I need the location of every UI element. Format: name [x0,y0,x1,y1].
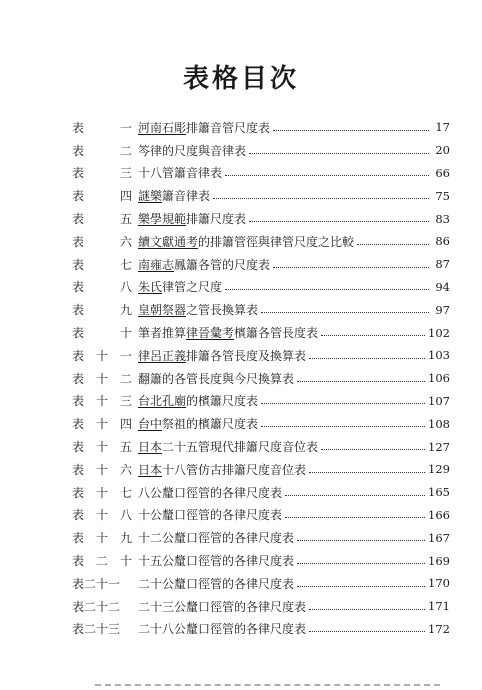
toc-entry-label-part: 一 [119,348,132,363]
toc-entry-page: 66 [435,165,450,180]
toc-entry-label-part: 九 [119,531,132,546]
toc-entry-label [72,324,132,341]
toc-entry-title: 台北孔廟的檳簫尺度表 [138,394,259,409]
toc-entry-label-part: 四 [119,189,132,204]
toc-entry[interactable] [72,458,450,481]
toc-entry-label-part: 十 [95,508,108,523]
toc-entry-label-part: 九 [119,303,132,318]
toc-dot-leader [309,358,425,359]
toc-entry-label-part: 表 [72,120,85,135]
toc-entry-label-part: 表 [72,303,85,318]
toc-entry-label-part: 十 [95,394,108,409]
toc-entry-label-part: 十 [95,531,108,546]
toc-entry-label [72,415,132,432]
toc-entry-label [72,119,132,136]
toc-entry[interactable] [72,572,450,595]
toc-entry-label-part: 二 [95,554,108,569]
toc-dot-leader [249,221,429,222]
toc-entry-title: 二十八公釐口徑管的各律尺度表 [138,622,307,637]
toc-entry-label-part: 表 [72,143,85,158]
toc-entry-label-part: 十 [95,417,108,432]
toc-entry-page: 167 [428,530,450,545]
toc-entry-page: 94 [435,279,450,294]
toc-entry-label [72,347,132,364]
toc-entry-label-part: 表二十三 [72,622,121,637]
toc-entry-label-part: 表 [72,531,85,546]
toc-entry-title: 二十三公釐口徑管的各律尺度表 [138,599,307,614]
toc-entry-title: 笒律的尺度與音律表 [138,143,247,158]
toc-entry-label-part: 一 [119,120,132,135]
toc-entry-label [72,370,132,387]
toc-entry-title: 八公釐口徑管的各律尺度表 [138,485,283,500]
toc-entry-label-part: 四 [119,417,132,432]
toc-entry-label [72,529,132,546]
toc-dot-leader [297,540,425,541]
toc-entry-page: 17 [435,120,450,135]
toc-entry-page: 75 [435,188,450,203]
toc-entry-label-part: 十 [119,326,132,341]
toc-entry-label [72,233,132,250]
toc-dot-leader [309,472,425,473]
toc-entry-page: 87 [435,257,450,272]
page-title: 表格目次 [182,64,299,94]
toc-entry-label-part: 表 [72,554,85,569]
toc-entry-label [72,598,132,615]
toc-entry-label [72,506,132,523]
toc-entry-page: 20 [435,143,450,158]
toc-entry-label-part: 十 [95,440,108,455]
toc-entry-title: 皇朝祭器之管長換算表 [138,303,259,318]
toc-entry[interactable] [72,184,450,207]
toc-dot-leader [321,449,425,450]
toc-entry[interactable] [72,390,450,413]
toc-entry-page: 86 [435,234,450,249]
toc-entry-title: 十二公釐口徑管的各律尺度表 [138,531,295,546]
toc-entry[interactable] [72,116,450,139]
toc-dot-leader [309,631,425,632]
toc-entry-label-part: 表 [72,394,85,409]
toc-entry-label-part: 八 [119,508,132,523]
toc-entry-label-part: 表 [72,234,85,249]
toc-entry-page: 107 [428,393,450,408]
toc-entry-label-part: 五 [119,212,132,227]
toc-dot-leader [225,175,429,176]
toc-entry-label [72,164,132,181]
toc-entry[interactable] [72,253,450,276]
toc-entry-page: 129 [428,462,450,477]
toc-entry-page: 171 [428,599,450,614]
toc-entry-label-part: 十 [95,485,108,500]
toc-entry[interactable] [72,276,450,299]
toc-entry-page: 127 [428,439,450,454]
toc-entry-label-part: 表 [72,326,85,341]
toc-entry-page: 83 [435,211,450,226]
toc-entry-title: 翻簫的各管長度與今尺換算表 [138,371,295,386]
toc-entry[interactable] [72,481,450,504]
toc-entry[interactable] [72,139,450,162]
toc-entry-label-part: 表 [72,348,85,363]
toc-entry-label-part: 表 [72,371,85,386]
toc-entry-label-part: 表 [72,189,85,204]
toc-entry-label-part: 七 [119,485,132,500]
toc-entry-title: 筆者推算律晉彙考檳簫各管長度表 [138,326,319,341]
toc-entry-page: 106 [428,371,450,386]
toc-dot-leader [213,198,429,199]
toc-entry-page: 108 [428,416,450,431]
toc-entry-label-part: 表 [72,440,85,455]
toc-entry-page: 103 [428,348,450,363]
toc-entry-page: 102 [428,325,450,340]
toc-dot-leader [273,267,429,268]
toc-dot-leader [297,586,425,587]
toc-entry[interactable] [72,298,450,321]
toc-entry[interactable] [72,435,450,458]
toc-entry[interactable] [72,344,450,367]
toc-entry-label-part: 六 [119,462,132,477]
toc-entry-title: 台中祭祖的檳簫尺度表 [138,417,259,432]
toc-entry-label-part: 七 [119,257,132,272]
toc-entry-label-part: 二 [119,143,132,158]
toc-entry[interactable] [72,526,450,549]
toc-entry-title: 二十公釐口徑管的各律尺度表 [138,576,295,591]
toc-entry-page: 172 [428,621,450,636]
toc-entry-label-part: 六 [119,234,132,249]
toc-entry-page: 97 [435,302,450,317]
toc-entry[interactable] [72,549,450,572]
toc-entry-page: 165 [428,485,450,500]
bottom-rule [95,684,440,686]
toc-entry-label [72,256,132,273]
toc-entry-title: 樂學規範排簫尺度表 [138,212,247,227]
toc-dot-leader [321,335,425,336]
toc-entry-title: 日本二十五管現代排簫尺度音位表 [138,440,319,455]
toc-dot-leader [285,495,425,496]
toc-entry-label-part: 表二十一 [72,576,121,591]
toc-entry[interactable] [72,162,450,185]
toc-dot-leader [309,609,425,610]
toc-entry[interactable] [72,504,450,527]
toc-entry[interactable] [72,207,450,230]
toc-entry-label-part: 表 [72,280,85,295]
table-of-contents [72,116,450,640]
toc-entry-title: 日本十八管仿古排簫尺度音位表 [138,462,307,477]
toc-entry-label-part: 三 [119,394,132,409]
toc-entry-label [72,142,132,159]
toc-entry-title: 南雍志鳳簫各管的尺度表 [138,257,271,272]
toc-entry-title: 十公釐口徑管的各律尺度表 [138,508,283,523]
toc-entry-title: 律呂正義排簫各管長度及換算表 [138,348,307,363]
toc-entry-label [72,552,132,569]
toc-entry-title: 朱氏律管之尺度 [138,280,223,295]
toc-entry-label-part: 五 [119,440,132,455]
toc-entry-title: 十五公釐口徑管的各律尺度表 [138,554,295,569]
toc-entry[interactable] [72,412,450,435]
toc-entry-label-part: 十 [95,462,108,477]
toc-dot-leader [261,403,425,404]
toc-entry-label-part: 表 [72,257,85,272]
toc-entry-page: 166 [428,507,450,522]
toc-entry-label-part: 表 [72,508,85,523]
toc-dot-leader [225,289,429,290]
toc-entry-label [72,438,132,455]
toc-entry-title: 河南石彫排簫音管尺度表 [138,120,271,135]
toc-entry[interactable] [72,618,450,641]
toc-dot-leader [261,312,429,313]
toc-entry-title: 續文獻通考的排簫管徑與律管尺度之比較 [138,234,355,249]
toc-entry[interactable] [72,595,450,618]
toc-entry-page: 170 [428,576,450,591]
toc-entry[interactable] [72,321,450,344]
toc-entry-label-part: 表 [72,166,85,181]
toc-entry-label-part: 表 [72,417,85,432]
toc-entry-label-part: 表 [72,485,85,500]
toc-dot-leader [285,517,425,518]
toc-entry-page: 169 [428,553,450,568]
toc-entry-label [72,484,132,501]
toc-entry-label [72,575,132,592]
toc-entry-label-part: 八 [119,280,132,295]
toc-entry-label [72,187,132,204]
toc-entry-label-part: 十 [95,348,108,363]
toc-entry-label-part: 表二十二 [72,599,121,614]
toc-entry-label-part: 二 [119,371,132,386]
toc-dot-leader [297,381,425,382]
toc-entry-label [72,461,132,478]
toc-entry-label-part: 十 [119,554,132,569]
toc-dot-leader [249,153,429,154]
toc-entry-label [72,301,132,318]
toc-entry[interactable] [72,230,450,253]
toc-entry-label-part: 三 [119,166,132,181]
toc-dot-leader [273,130,429,131]
toc-dot-leader [297,563,425,564]
toc-entry-label-part: 表 [72,462,85,477]
toc-entry-label-part: 十 [95,371,108,386]
toc-entry-title: 謎樂簫音律表 [138,189,211,204]
toc-entry-label [72,210,132,227]
toc-entry-label [72,278,132,295]
toc-entry-label [72,392,132,409]
toc-entry-label-part: 表 [72,212,85,227]
toc-dot-leader [357,244,429,245]
toc-entry-label [72,620,132,637]
toc-entry-title: 十八管簫音律表 [138,166,223,181]
toc-entry[interactable] [72,367,450,390]
toc-dot-leader [261,426,425,427]
